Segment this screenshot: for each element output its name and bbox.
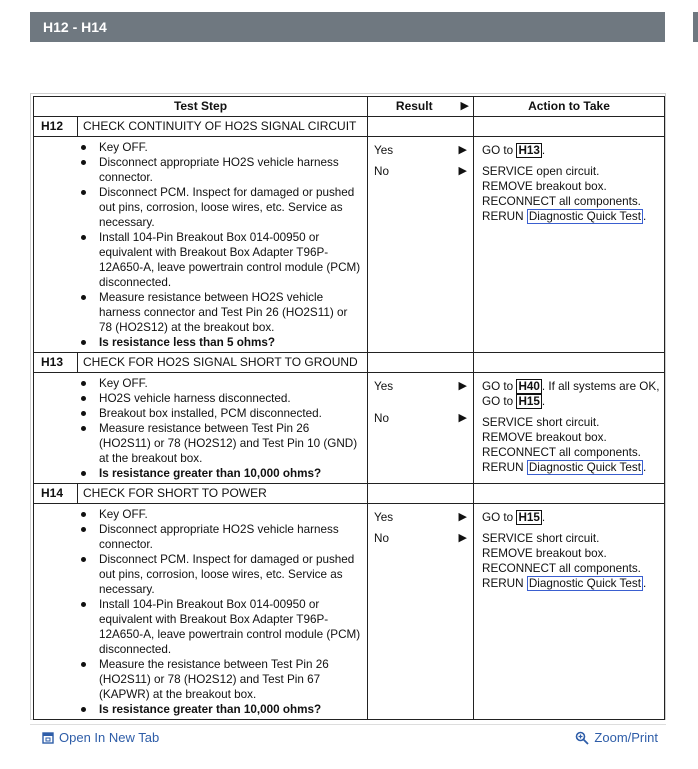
instruction-item [81, 406, 363, 421]
right-triangle-arrow-icon: ▶ [458, 144, 467, 156]
step-question [81, 335, 363, 350]
result-row [374, 531, 473, 549]
right-triangle-arrow-icon: ▶ [458, 412, 467, 424]
step-instructions [34, 373, 368, 484]
bullet-icon [81, 471, 86, 476]
result-cell-top [368, 484, 474, 504]
step-id: H14 [34, 484, 78, 504]
instruction-text: Key OFF. [99, 141, 148, 154]
instruction-item [81, 185, 363, 230]
instruction-text: HO2S vehicle harness disconnected. [99, 392, 291, 405]
result-row [374, 411, 473, 429]
magnifier-icon [575, 731, 589, 745]
rerun-prefix: RERUN [482, 461, 527, 474]
rerun-line [482, 460, 662, 475]
step-title-row [34, 353, 665, 373]
yes-action [482, 143, 662, 158]
action-prefix: GO to [482, 511, 517, 524]
instruction-item [81, 421, 363, 466]
result-label: No [374, 412, 389, 425]
result-label: No [374, 165, 389, 178]
right-triangle-arrow-icon: ▶ [458, 165, 467, 177]
right-triangle-arrow-icon: ▶ [460, 100, 469, 112]
right-triangle-arrow-icon: ▶ [458, 380, 467, 392]
step-title: CHECK FOR HO2S SIGNAL SHORT TO GROUND [78, 353, 368, 373]
right-triangle-arrow-icon: ▶ [458, 511, 467, 523]
col-header-test-step: Test Step [34, 97, 368, 117]
instruction-item [81, 391, 363, 406]
rerun-line [482, 576, 662, 591]
col-header-result [368, 97, 474, 117]
no-action-line: REMOVE breakout box. [482, 180, 607, 193]
page-title: H12 - H14 [43, 19, 107, 35]
no-action-line: SERVICE open circuit. [482, 165, 600, 178]
bullet-icon [81, 145, 86, 150]
no-action-line: REMOVE breakout box. [482, 547, 607, 560]
diagnostic-quick-test-link[interactable]: Diagnostic Quick Test [528, 210, 641, 223]
edge-tab-marker [693, 12, 698, 42]
bullet-icon [81, 160, 86, 165]
yes-action [482, 379, 662, 409]
goto-h13-link[interactable]: H13 [518, 144, 540, 157]
yes-action [482, 510, 662, 525]
instruction-text: Disconnect appropriate HO2S vehicle harness connector. [99, 523, 339, 551]
result-header-label: Result [395, 99, 433, 113]
step-id: H13 [34, 353, 78, 373]
result-label: No [374, 532, 389, 545]
result-row [374, 379, 473, 397]
step-title: CHECK CONTINUITY OF HO2S SIGNAL CIRCUIT [78, 117, 368, 137]
step-body-row [34, 373, 665, 484]
result-row [374, 510, 473, 528]
bullet-icon [81, 426, 86, 431]
open-in-new-tab-label: Open In New Tab [59, 730, 160, 745]
step-question [81, 466, 363, 481]
instruction-text: Measure resistance between HO2S vehicle harness connector and Test Pin 26 (HO2S11) or 78 (HO2S12) at the breakout box. [99, 291, 348, 334]
action-cell-top [474, 117, 665, 137]
table-header-row [34, 97, 665, 117]
action-suffix: . [541, 395, 546, 408]
instruction-text: Install 104-Pin Breakout Box 014-00950 or equivalent with Breakout Box Adapter T96P-12A650-A, leave powertrain control module (PCM) disconnected. [99, 231, 361, 289]
bullet-icon [81, 602, 86, 607]
instruction-text: Disconnect PCM. Inspect for damaged or pushed out pins, corrosion, loose wires, etc. Service as necessary. [99, 553, 355, 596]
instruction-item [81, 522, 363, 552]
open-in-new-tab-link[interactable] [42, 725, 159, 751]
no-action-line: SERVICE short circuit. [482, 532, 600, 545]
no-action [482, 415, 662, 475]
zoom-print-label: Zoom/Print [594, 730, 658, 745]
bullet-icon [81, 662, 86, 667]
action-cell-top [474, 353, 665, 373]
bullet-icon [81, 295, 86, 300]
no-action [482, 164, 662, 224]
rerun-suffix: . [642, 210, 647, 223]
rerun-prefix: RERUN [482, 577, 527, 590]
instruction-text: Measure resistance between Test Pin 26 (HO2S11) or 78 (HO2S12) and Test Pin 10 (GND) at the breakout box. [99, 422, 358, 465]
instruction-list [81, 507, 363, 717]
result-cell-top [368, 117, 474, 137]
page-title-bar [30, 12, 665, 42]
instruction-text: Disconnect PCM. Inspect for damaged or pushed out pins, corrosion, loose wires, etc. Service as necessary. [99, 186, 355, 229]
instruction-list [81, 376, 363, 481]
pinpoint-test-table [33, 96, 665, 720]
step-title-row [34, 484, 665, 504]
step-body-row [34, 504, 665, 720]
instruction-text: Key OFF. [99, 508, 148, 521]
instruction-item [81, 552, 363, 597]
no-action-line: SERVICE short circuit. [482, 416, 600, 429]
instruction-item [81, 290, 363, 335]
no-action [482, 531, 662, 591]
action-prefix: GO to [482, 144, 517, 157]
diagnostic-quick-test-link[interactable]: Diagnostic Quick Test [528, 461, 641, 474]
question-text: Is resistance greater than 10,000 ohms? [99, 703, 322, 716]
bullet-icon [81, 557, 86, 562]
instruction-text: Install 104-Pin Breakout Box 014-00950 or equivalent with Breakout Box Adapter T96P-12A650-A, leave powertrain control module (PCM) disconnected. [99, 598, 361, 656]
result-cell [368, 373, 474, 484]
bullet-icon [81, 235, 86, 240]
result-cell [368, 137, 474, 353]
bullet-icon [81, 527, 86, 532]
action-prefix: GO to [482, 380, 517, 393]
no-action-line: RECONNECT all components. [482, 562, 641, 575]
result-label: Yes [374, 380, 394, 393]
instruction-item [81, 507, 363, 522]
bullet-icon [81, 411, 86, 416]
action-cell [474, 373, 665, 484]
result-row [374, 164, 473, 182]
action-cell [474, 137, 665, 353]
step-title: CHECK FOR SHORT TO POWER [78, 484, 368, 504]
step-title-row [34, 117, 665, 137]
zoom-print-link[interactable] [575, 725, 658, 751]
rerun-line [482, 209, 662, 224]
instruction-item [81, 140, 363, 155]
result-cell-top [368, 353, 474, 373]
rerun-suffix: . [642, 461, 647, 474]
question-text: Is resistance greater than 10,000 ohms? [99, 467, 322, 480]
question-text: Is resistance less than 5 ohms? [99, 336, 276, 349]
instruction-item [81, 597, 363, 657]
instruction-list [81, 140, 363, 350]
goto-h15-link[interactable]: H15 [518, 395, 540, 408]
goto-h40-link[interactable]: H40 [518, 380, 540, 393]
action-cell [474, 504, 665, 720]
result-cell [368, 504, 474, 720]
goto-h15-link[interactable]: H15 [518, 511, 540, 524]
col-header-action: Action to Take [474, 97, 665, 117]
step-body-row [34, 137, 665, 353]
no-action-line: RECONNECT all components. [482, 195, 641, 208]
diagnostic-chart-image [30, 93, 666, 720]
bullet-icon [81, 381, 86, 386]
instruction-text: Disconnect appropriate HO2S vehicle harness connector. [99, 156, 339, 184]
action-suffix: . [541, 144, 546, 157]
step-id: H12 [34, 117, 78, 137]
result-label: Yes [374, 144, 394, 157]
instruction-text: Breakout box installed, PCM disconnected. [99, 407, 322, 420]
image-footer [30, 724, 666, 750]
instruction-item [81, 155, 363, 185]
open-in-new-tab-icon [42, 732, 54, 744]
no-action-line: RECONNECT all components. [482, 446, 641, 459]
right-triangle-arrow-icon: ▶ [458, 532, 467, 544]
bullet-icon [81, 512, 86, 517]
step-question [81, 702, 363, 717]
no-action-line: REMOVE breakout box. [482, 431, 607, 444]
diagnostic-quick-test-link[interactable]: Diagnostic Quick Test [528, 577, 641, 590]
rerun-suffix: . [642, 577, 647, 590]
action-middle: . If all systems are OK, GO to [482, 380, 660, 408]
step-instructions [34, 137, 368, 353]
instruction-item [81, 230, 363, 290]
instruction-text: Key OFF. [99, 377, 148, 390]
result-label: Yes [374, 511, 394, 524]
step-instructions [34, 504, 368, 720]
action-suffix: . [541, 511, 546, 524]
bullet-icon [81, 190, 86, 195]
result-row [374, 143, 473, 161]
instruction-item [81, 376, 363, 391]
instruction-text: Measure the resistance between Test Pin 26 (HO2S11) or 78 (HO2S12) and Test Pin 67 (KAPWR) at the breakout box. [99, 658, 329, 701]
action-cell-top [474, 484, 665, 504]
bullet-icon [81, 396, 86, 401]
bullet-icon [81, 707, 86, 712]
instruction-item [81, 657, 363, 702]
rerun-prefix: RERUN [482, 210, 527, 223]
bullet-icon [81, 340, 86, 345]
